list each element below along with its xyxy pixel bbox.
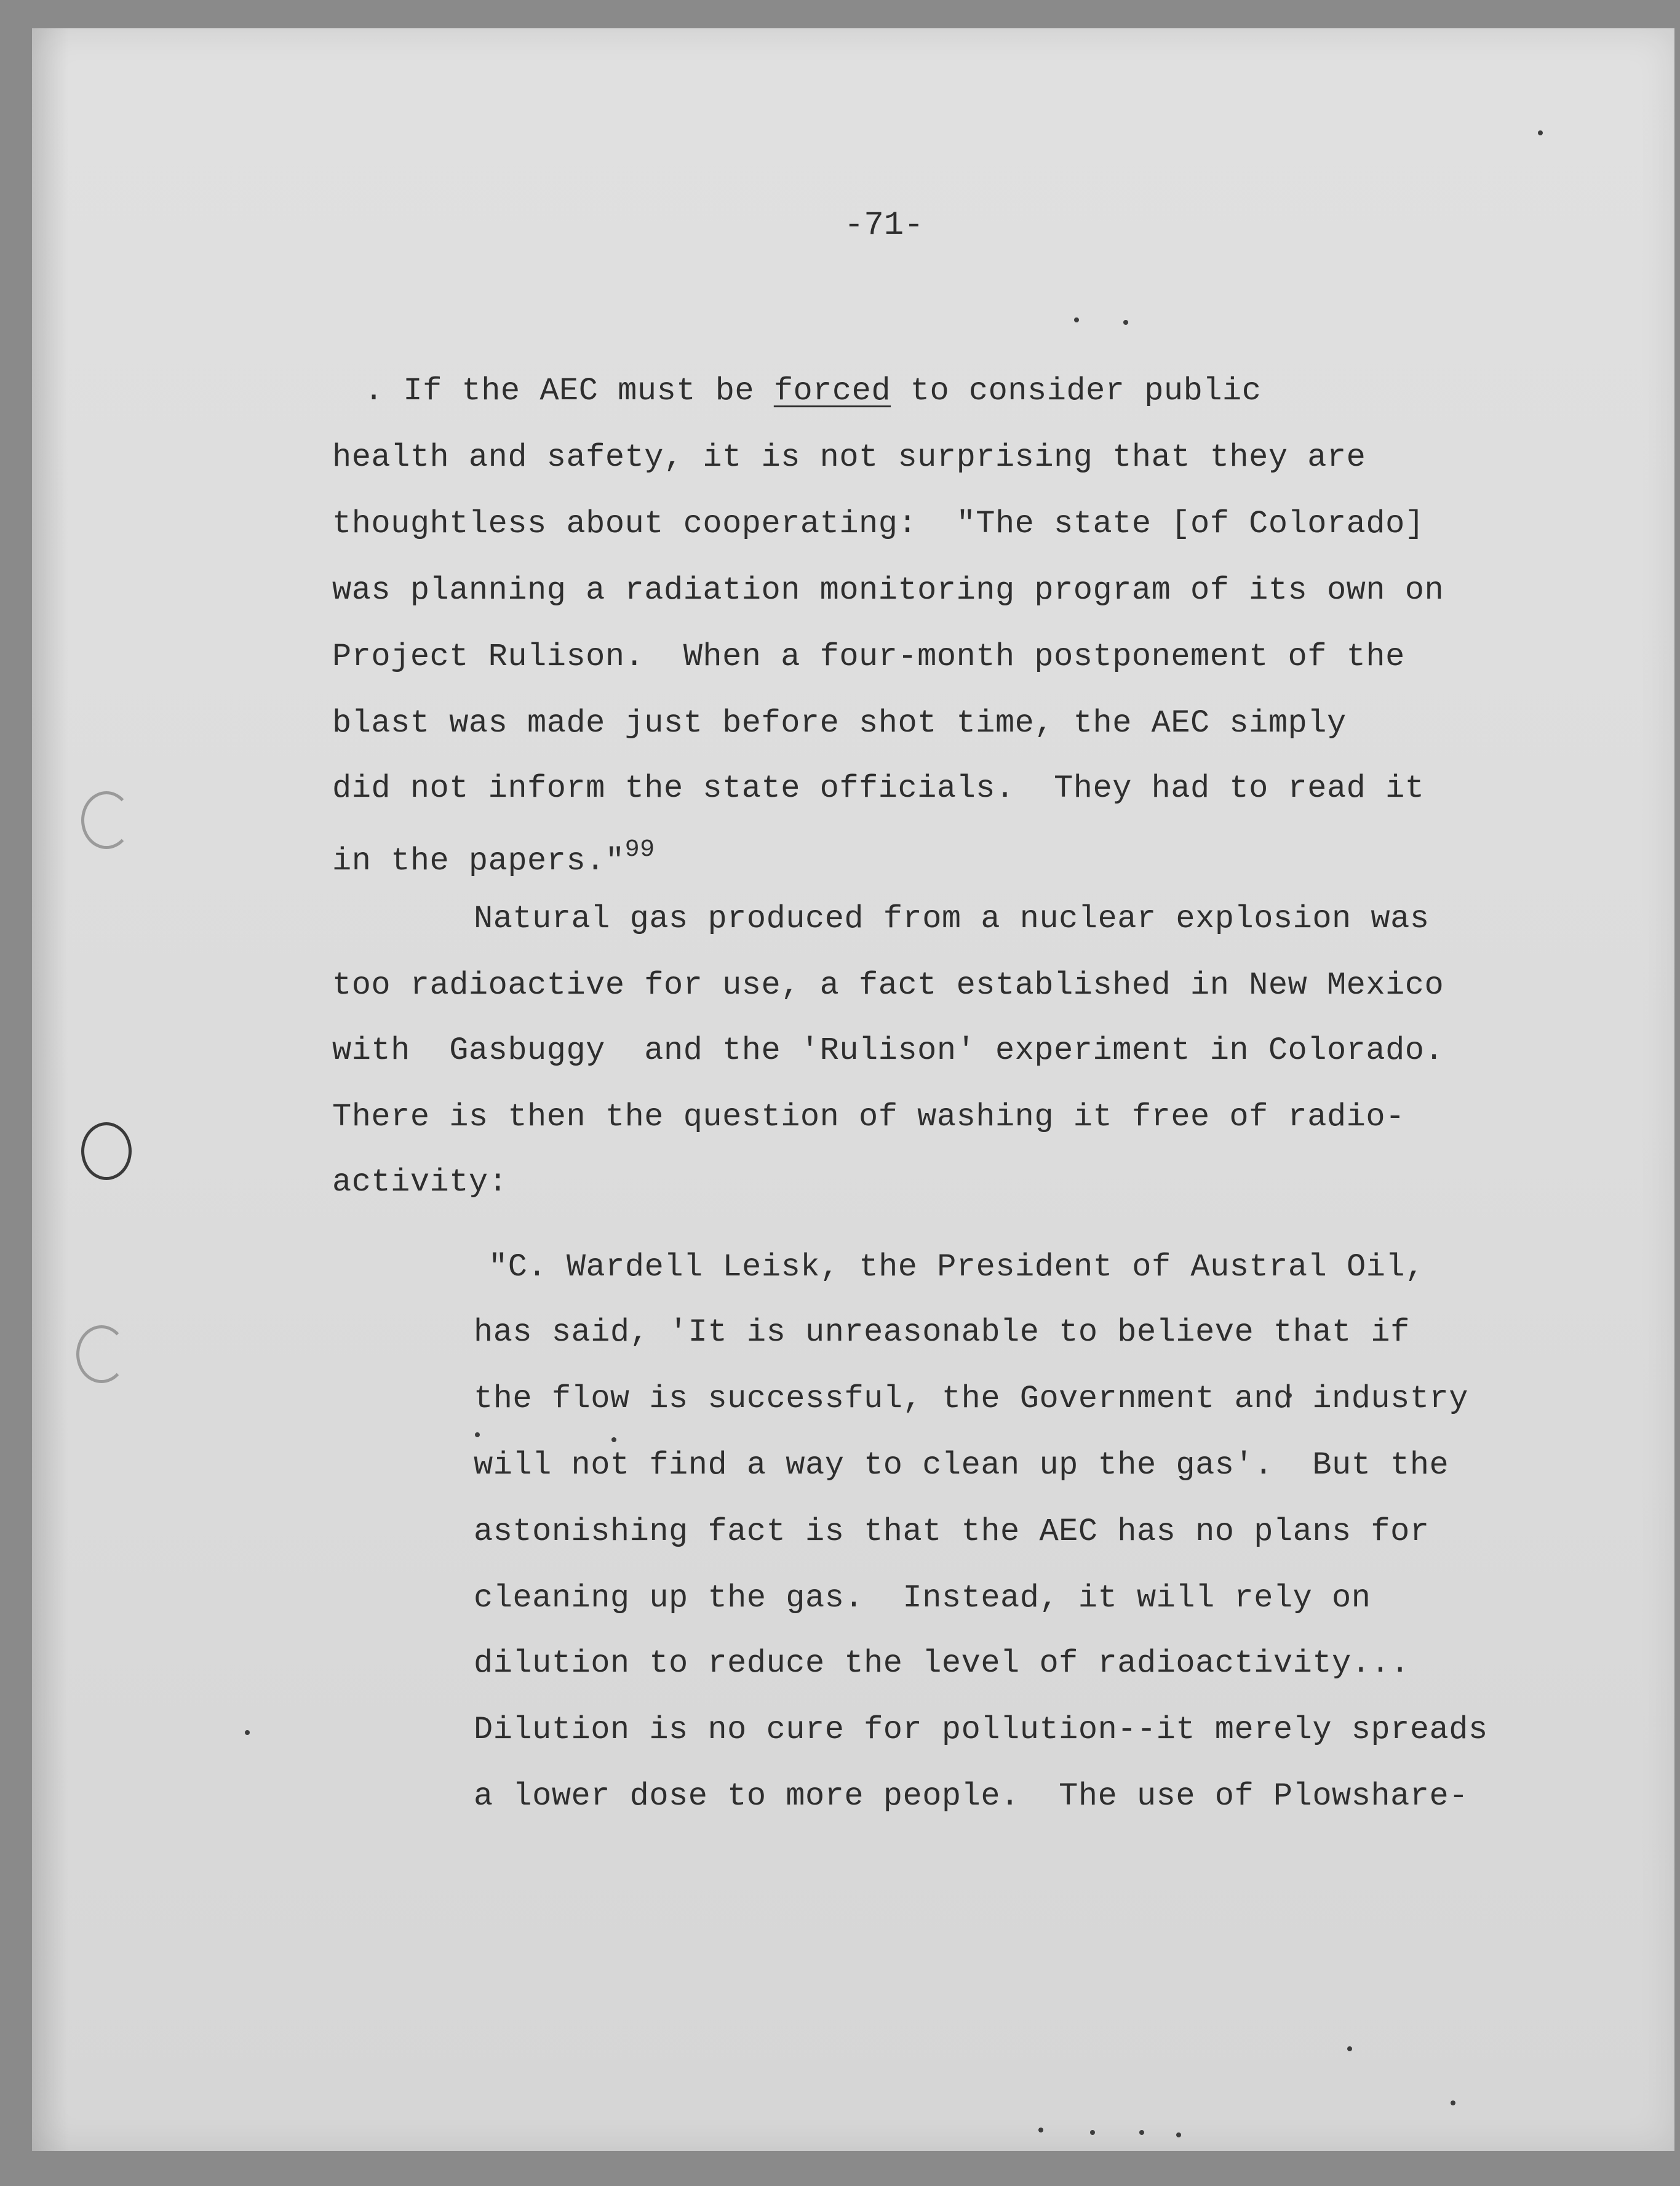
dust-speck <box>1123 320 1128 325</box>
paragraph-line: Project Rulison. When a four-month postponement of the <box>332 639 1405 675</box>
dust-speck <box>1090 2130 1095 2135</box>
paragraph-line-text: . If the AEC must be <box>364 373 774 409</box>
punch-hole-bottom <box>76 1325 127 1383</box>
footnote-marker: 99 <box>624 836 655 864</box>
paragraph-line: health and safety, it is not surprising that they are <box>332 439 1366 476</box>
paragraph-line-text: to consider public <box>891 373 1262 409</box>
dust-speck <box>611 1437 616 1442</box>
paragraph-line: There is then the question of washing it free of radio- <box>332 1099 1405 1135</box>
dust-speck <box>1139 2130 1144 2135</box>
dust-speck <box>245 1730 250 1735</box>
dust-speck <box>1347 2046 1352 2051</box>
dust-speck <box>1176 2132 1181 2137</box>
dust-speck <box>1451 2100 1455 2105</box>
dust-speck <box>475 1432 480 1437</box>
quote-line: has said, 'It is unreasonable to believe that if <box>474 1314 1410 1350</box>
paragraph-line: did not inform the state officials. They had to read it <box>332 770 1425 807</box>
paragraph-line <box>364 373 1261 410</box>
punch-hole-top <box>81 791 132 849</box>
quote-line: will not find a way to clean up the gas'. But the <box>474 1447 1449 1483</box>
punch-hole-middle <box>81 1122 132 1180</box>
paragraph-line: thoughtless about cooperating: "The state [of Colorado] <box>332 506 1425 542</box>
paragraph-line: too radioactive for use, a fact established in New Mexico <box>332 967 1444 1003</box>
quote-line: Dilution is no cure for pollution--it merely spreads <box>474 1712 1488 1748</box>
paragraph-line: was planning a radiation monitoring program of its own on <box>332 572 1444 608</box>
quote-line: the flow is successful, the Government and industry <box>474 1381 1468 1417</box>
paragraph-line: Natural gas produced from a nuclear explosion was <box>474 901 1430 937</box>
quote-line: cleaning up the gas. Instead, it will rely on <box>474 1580 1371 1616</box>
paragraph-line-text: in the papers." <box>332 843 625 879</box>
paragraph-line: with Gasbuggy and the 'Rulison' experiment in Colorado. <box>332 1032 1444 1069</box>
quote-line: dilution to reduce the level of radioactivity... <box>474 1645 1410 1681</box>
paragraph-line <box>332 832 655 880</box>
dust-speck <box>1074 317 1079 322</box>
paragraph-line: activity: <box>332 1164 508 1200</box>
emphasized-word: forced <box>773 373 891 409</box>
dust-speck <box>1038 2128 1043 2132</box>
quote-line: "C. Wardell Leisk, the President of Austral Oil, <box>488 1249 1425 1285</box>
dust-speck <box>1538 130 1543 135</box>
page-number: -71- <box>844 207 924 244</box>
page-edge-shadow <box>32 28 69 2151</box>
paper-page <box>32 28 1674 2151</box>
paragraph-line: blast was made just before shot time, the AEC simply <box>332 705 1347 741</box>
quote-line: a lower dose to more people. The use of Plowshare- <box>474 1778 1468 1814</box>
quote-line: astonishing fact is that the AEC has no plans for <box>474 1514 1430 1550</box>
